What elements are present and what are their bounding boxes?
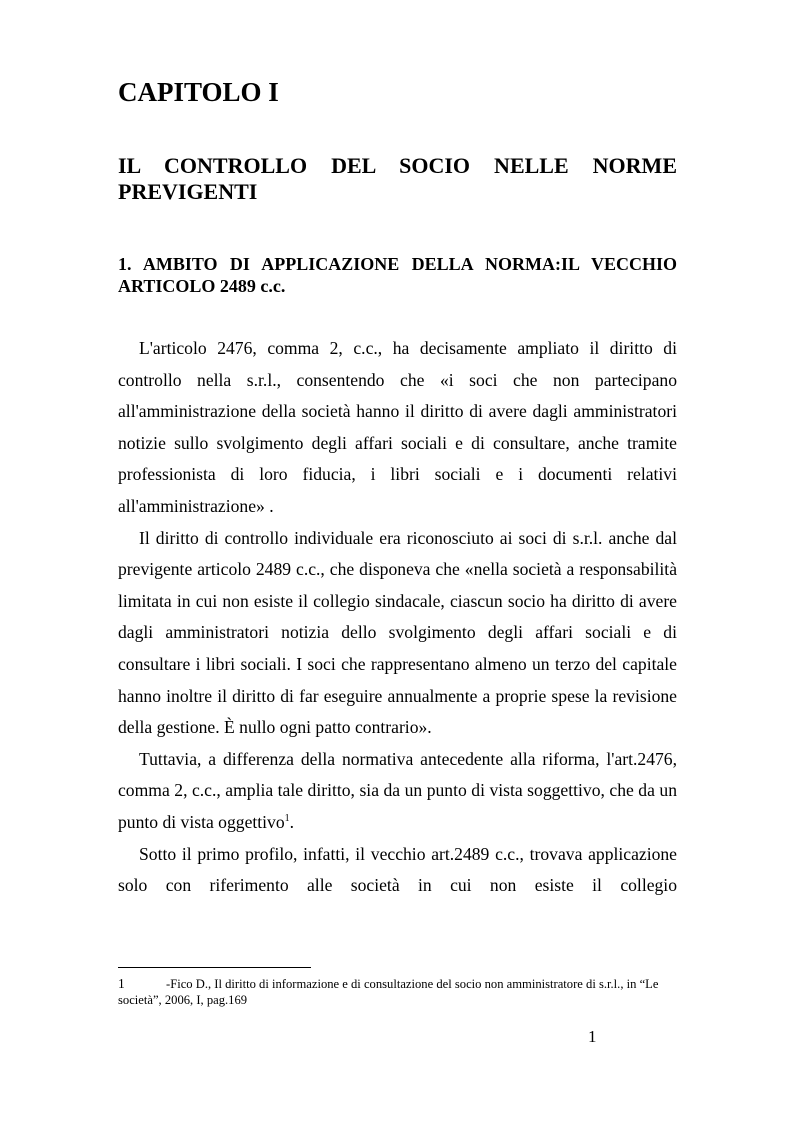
chapter-title-line-1: IL CONTROLLO DEL SOCIO NELLE NORME (118, 153, 677, 178)
footnote-separator (118, 967, 311, 968)
footnote-number: 1 (118, 976, 125, 991)
footnote-reference[interactable]: 1 (284, 812, 290, 824)
chapter-title-line-2: PREVIGENTI (118, 179, 258, 204)
body-text (118, 333, 677, 902)
paragraph-3-end: . (289, 811, 295, 832)
paragraph-4: Sotto il primo profilo, infatti, il vecchio art.2489 c.c., trovava applicazione solo con riferimento alle società in cui non esiste il collegio (118, 843, 677, 896)
paragraph-2: Il diritto di controllo individuale era riconosciuto ai soci di s.r.l. anche dal previgente articolo 2489 c.c., che disponeva che «nella società a responsabilità limitata in cui non esiste il collegio sindacale, ciascun socio ha diritto di avere dagli amministratori notizia dello svolgimento degli affari sociali e di consultare i libri sociali. I soci che rappresentano almeno un terzo del capitale hanno inoltre il diritto di far eseguire annualmente a proprie spese la revisione della gestione. È nullo ogni patto contrario». (118, 527, 677, 738)
footnote (118, 976, 677, 1008)
section-title-line-2: ARTICOLO 2489 c.c. (118, 276, 286, 296)
paragraph-3-text: Tuttavia, a differenza della normativa antecedente alla riforma, l'art.2476, comma 2, c.c., amplia tale diritto, sia da un punto di vista soggettivo, che da un punto di vista oggettivo (118, 748, 677, 832)
footnote-text: -Fico D., Il diritto di informazione e di consultazione del socio non amministratore di s.r.l., in “Le società”, 2006, I, pag.169 (118, 977, 659, 1007)
paragraph-3 (118, 744, 677, 839)
page-number: 1 (588, 1027, 597, 1046)
chapter-title (118, 153, 677, 205)
section-title (118, 253, 677, 297)
chapter-heading: CAPITOLO I (118, 77, 279, 107)
section-title-line-1: 1. AMBITO DI APPLICAZIONE DELLA NORMA:IL VECCHIO (118, 254, 677, 274)
paragraph-1: L'articolo 2476, comma 2, c.c., ha decisamente ampliato il diritto di controllo nella s.r.l., consentendo che «i soci che non partecipano all'amministrazione della società hanno il diritto di avere dagli amministratori notizie sullo svolgimento degli affari sociali e di consultare, anche tramite professionista di loro fiducia, i libri sociali e i documenti relativi all'amministrazione» . (118, 338, 677, 516)
